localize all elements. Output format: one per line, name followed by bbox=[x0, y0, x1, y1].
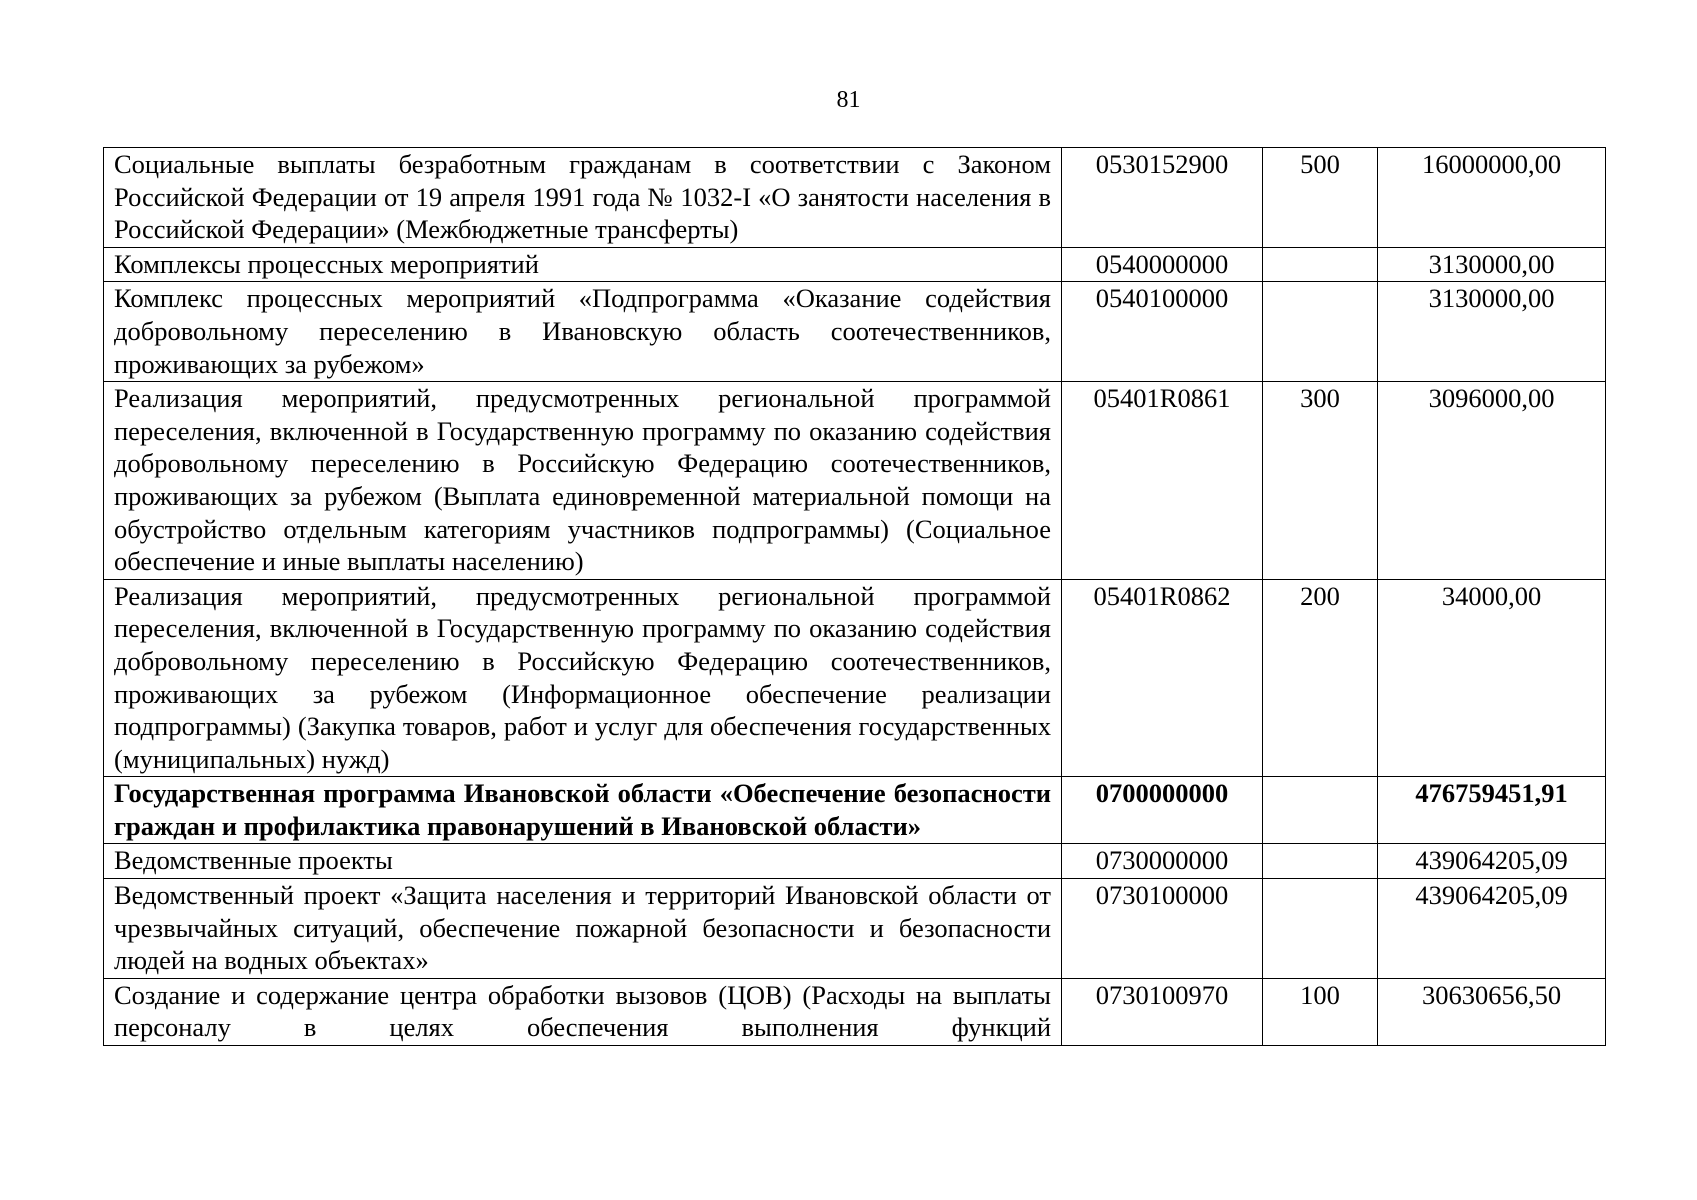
row-code-cell: 0540100000 bbox=[1062, 282, 1263, 382]
row-code-cell: 0540000000 bbox=[1062, 247, 1263, 282]
row-code-cell: 05401R0861 bbox=[1062, 382, 1263, 580]
row-expense-type-cell: 100 bbox=[1263, 978, 1378, 1045]
row-name-cell: Реализация мероприятий, предусмотренных региональной программой переселения, включенной в Государственную программу по оказанию содействия добровольному переселению в Российскую Федерацию соотечественников, проживающих за рубежом (Информационное обеспечение реализации подпрограммы) (Закупка товаров, работ и услуг для обеспечения государственных (муниципальных) нужд) bbox=[104, 579, 1062, 777]
page-number: 81 bbox=[836, 87, 861, 113]
row-code-cell: 0730100970 bbox=[1062, 978, 1263, 1045]
row-name-cell: Ведомственные проекты bbox=[104, 844, 1062, 879]
row-amount-cell: 439064205,09 bbox=[1378, 844, 1606, 879]
table-row-program-total bbox=[104, 777, 1606, 844]
row-expense-type-cell bbox=[1263, 777, 1378, 844]
row-code-cell: 0700000000 bbox=[1062, 777, 1263, 844]
table-row bbox=[104, 282, 1606, 382]
table-row bbox=[104, 382, 1606, 580]
row-expense-type-cell bbox=[1263, 282, 1378, 382]
row-code-cell: 0530152900 bbox=[1062, 148, 1263, 248]
row-expense-type-cell: 500 bbox=[1263, 148, 1378, 248]
row-amount-cell: 3096000,00 bbox=[1378, 382, 1606, 580]
row-name-cell: Комплекс процессных мероприятий «Подпрограмма «Оказание содействия добровольному переселению в Ивановскую область соотечественников, проживающих за рубежом» bbox=[104, 282, 1062, 382]
row-amount-cell: 16000000,00 bbox=[1378, 148, 1606, 248]
row-amount-cell: 30630656,50 bbox=[1378, 978, 1606, 1045]
row-expense-type-cell bbox=[1263, 844, 1378, 879]
row-amount-cell: 476759451,91 bbox=[1378, 777, 1606, 844]
budget-table bbox=[103, 147, 1606, 1046]
row-amount-cell: 3130000,00 bbox=[1378, 247, 1606, 282]
table-row bbox=[104, 844, 1606, 879]
row-code-cell: 0730000000 bbox=[1062, 844, 1263, 879]
row-code-cell: 05401R0862 bbox=[1062, 579, 1263, 777]
row-amount-cell: 34000,00 bbox=[1378, 579, 1606, 777]
row-name-cell: Ведомственный проект «Защита населения и территорий Ивановской области от чрезвычайных ситуаций, обеспечение пожарной безопасности и безопасности людей на водных объектах» bbox=[104, 879, 1062, 979]
row-name-cell: Комплексы процессных мероприятий bbox=[104, 247, 1062, 282]
row-name-cell: Социальные выплаты безработным гражданам в соответствии с Законом Российской Федерации от 19 апреля 1991 года № 1032-I «О занятости населения в Российской Федерации» (Межбюджетные трансферты) bbox=[104, 148, 1062, 248]
table-row bbox=[104, 978, 1606, 1045]
row-expense-type-cell bbox=[1263, 879, 1378, 979]
row-name-cell: Государственная программа Ивановской области «Обеспечение безопасности граждан и профилактика правонарушений в Ивановской области» bbox=[104, 777, 1062, 844]
row-amount-cell: 439064205,09 bbox=[1378, 879, 1606, 979]
row-name-cell: Реализация мероприятий, предусмотренных региональной программой переселения, включенной в Государственную программу по оказанию содействия добровольному переселению в Российскую Федерацию соотечественников, проживающих за рубежом (Выплата единовременной материальной помощи на обустройство отдельным категориям участников подпрограммы) (Социальное обеспечение и иные выплаты населению) bbox=[104, 382, 1062, 580]
row-name-cell: Создание и содержание центра обработки вызовов (ЦОВ) (Расходы на выплаты персоналу в целях обеспечения выполнения функций bbox=[104, 978, 1062, 1045]
table-row bbox=[104, 148, 1606, 248]
table-row bbox=[104, 579, 1606, 777]
row-code-cell: 0730100000 bbox=[1062, 879, 1263, 979]
table-row bbox=[104, 879, 1606, 979]
row-expense-type-cell: 300 bbox=[1263, 382, 1378, 580]
row-amount-cell: 3130000,00 bbox=[1378, 282, 1606, 382]
row-expense-type-cell bbox=[1263, 247, 1378, 282]
row-expense-type-cell: 200 bbox=[1263, 579, 1378, 777]
table-row bbox=[104, 247, 1606, 282]
